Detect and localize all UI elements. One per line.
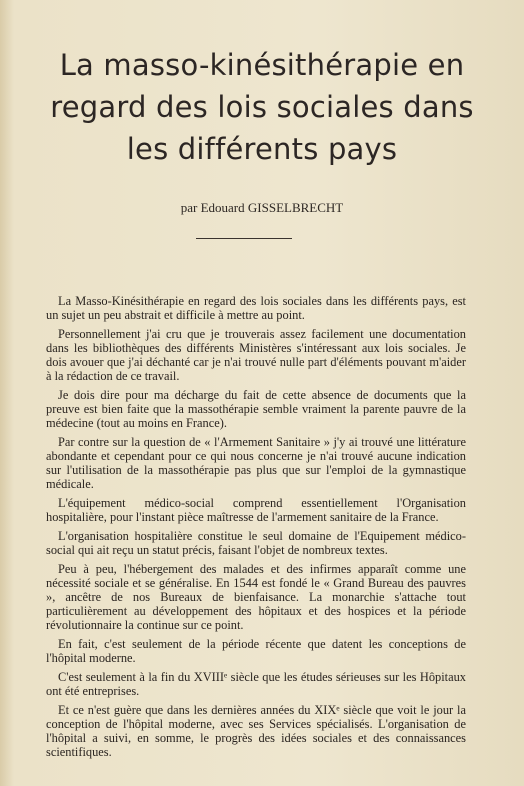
paragraph: En fait, c'est seulement de la période récente que datent les conceptions de l'hôpital moderne. [46, 637, 466, 665]
title-divider [196, 238, 292, 239]
title-line-2: regard des lois sociales dans [50, 90, 474, 124]
article-body [46, 294, 466, 764]
paragraph: C'est seulement à la fin du XVIIIᵉ siècle que les études sérieuses sur les Hôpitaux ont été entreprises. [46, 670, 466, 698]
paragraph: Peu à peu, l'hébergement des malades et des infirmes apparaît comme une nécessité sociale et se généralise. En 1544 est fondé le « Grand Bureau des pauvres », ancêtre de nos Bureaux de bienfaisance. La monarchie s'attache tout particulièrement au développement des hôpitaux et des hospices et la période révolutionnaire la continue sur ce point. [46, 562, 466, 632]
paragraph: L'organisation hospitalière constitue le seul domaine de l'Equipement médico-social qui ait reçu un statut précis, faisant l'objet de nombreux textes. [46, 529, 466, 557]
paragraph: Et ce n'est guère que dans les dernières années du XIXᵉ siècle que voit le jour la conception de l'hôpital moderne, avec ses Services spécialisés. L'organisation de l'hôpital a suivi, en somme, le progrès des idées sociales et des connaissances scientifiques. [46, 703, 466, 759]
author-byline: par Edouard GISSELBRECHT [180, 200, 344, 215]
article-title [24, 44, 500, 170]
paragraph: L'équipement médico-social comprend essentiellement l'Organisation hospitalière, pour l'instant pièce maîtresse de l'armement sanitaire de la France. [46, 496, 466, 524]
paragraph: Par contre sur la question de « l'Armement Sanitaire » j'y ai trouvé une littérature abondante et cependant pour ce qui nous concerne je n'ai trouvé aucune indication sur l'utilisation de la massothérapie pas plus que sur l'emploi de la gymnastique médicale. [46, 435, 466, 491]
paragraph: La Masso-Kinésithérapie en regard des lois sociales dans les différents pays, est un sujet un peu abstrait et difficile à mettre au point. [46, 294, 466, 322]
paragraph: Je dois dire pour ma décharge du fait de cette absence de documents que la preuve est bien faite que la massothérapie semble vraiment la parente pauvre de la médecine (tout au moins en France). [46, 388, 466, 430]
paragraph: Personnellement j'ai cru que je trouverais assez facilement une documentation dans les bibliothèques des différents Ministères s'intéressant aux lois sociales. Je dois avouer que j'ai déchanté car je n'ai trouvé nulle part d'éléments pouvant m'aider à la rédaction de ce travail. [46, 327, 466, 383]
title-line-1: La masso-kinésithérapie en [59, 48, 465, 82]
title-line-3: les différents pays [126, 132, 398, 166]
